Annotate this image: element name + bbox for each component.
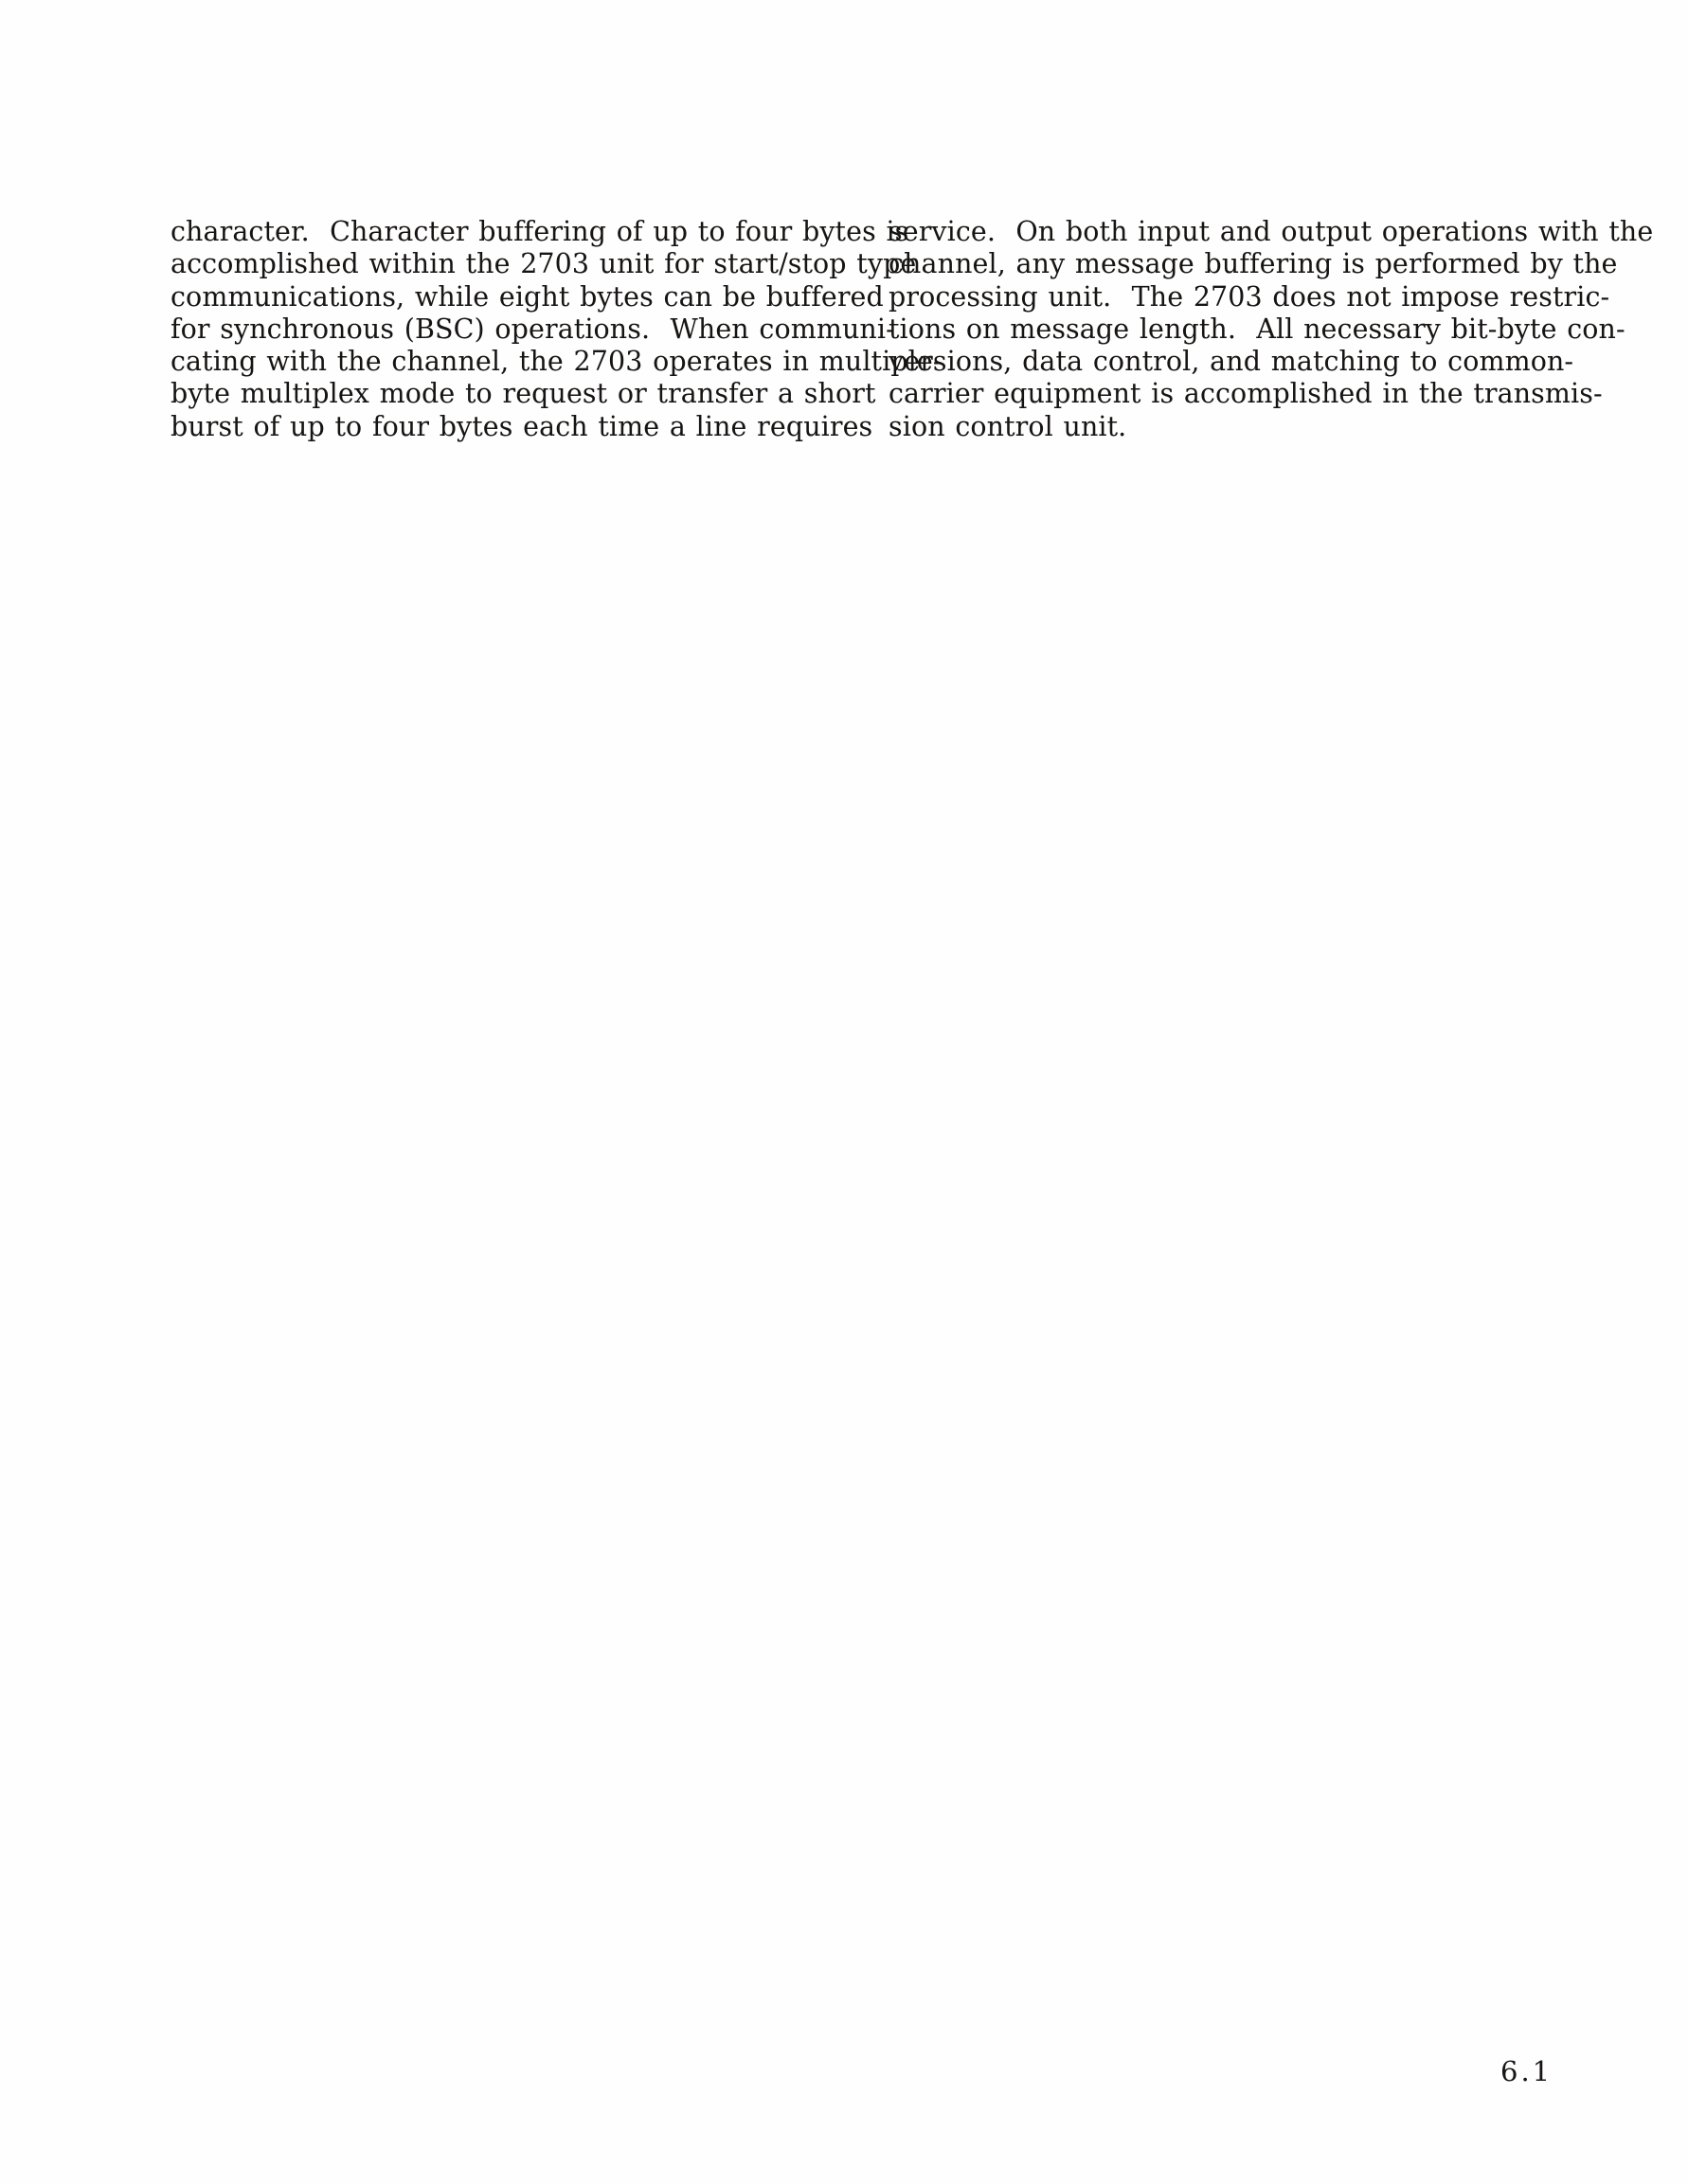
text-line: accomplished within the 2703 unit for start/stop type xyxy=(171,248,917,280)
text-line: for synchronous (BSC) operations. When communi- xyxy=(171,313,895,345)
text-line: sion control unit. xyxy=(889,410,1127,442)
page-number: 6.1 xyxy=(1500,2055,1553,2087)
text-line: character. Character buffering of up to four bytes is xyxy=(171,216,909,247)
right-text-column xyxy=(889,216,1654,443)
text-line: byte multiplex mode to request or transfer a short xyxy=(171,378,876,410)
text-line: carrier equipment is accomplished in the transmis- xyxy=(889,378,1603,410)
text-line: cating with the channel, the 2703 operates in multiple- xyxy=(171,346,943,378)
left-text-column xyxy=(171,216,943,443)
text-line: tions on message length. All necessary bit-byte con- xyxy=(889,313,1625,345)
text-line: service. On both input and output operations with the xyxy=(889,216,1654,247)
text-line: channel, any message buffering is performed by the xyxy=(889,248,1618,280)
text-line: versions, data control, and matching to common- xyxy=(889,346,1574,378)
text-line: communications, while eight bytes can be buffered xyxy=(171,280,884,313)
text-line: burst of up to four bytes each time a line requires xyxy=(171,410,873,442)
text-line: processing unit. The 2703 does not impose restric- xyxy=(889,280,1610,313)
